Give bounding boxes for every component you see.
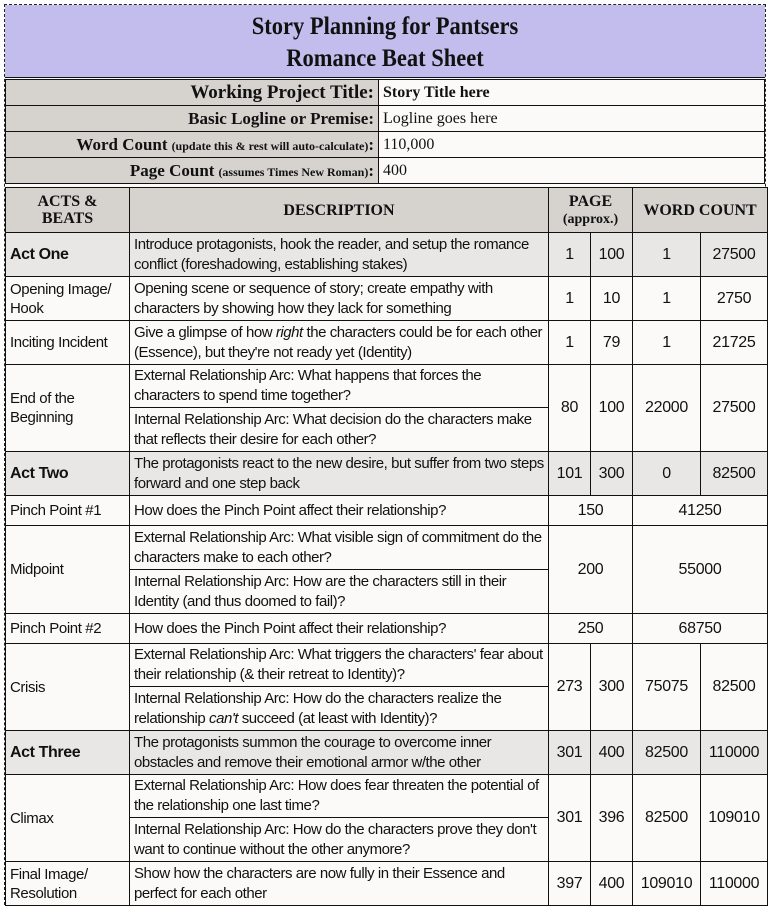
beat-name: Pinch Point #1 (6, 496, 130, 526)
desc-text: Internal Relationship Arc: How do the characters realize the relationship (134, 689, 502, 727)
page-start: 1 (549, 233, 591, 277)
desc-text: Give a glimpse of how (134, 323, 276, 341)
beat-description-internal[interactable]: Internal Relationship Arc: How do the characters prove they don't want to continue without the other anymore? (130, 818, 549, 862)
beat-description[interactable]: Introduce protagonists, hook the reader, and setup the romance conflict (foreshadowing, establishing stakes) (130, 233, 549, 277)
table-row-pinch-point-1 (6, 496, 768, 526)
beat-description-internal[interactable] (130, 687, 549, 731)
word-count-label: Word Count (76, 134, 168, 154)
header-page-line2: (approx.) (562, 211, 619, 227)
page-end: 100 (591, 233, 633, 277)
beat-description-external[interactable]: External Relationship Arc: What visible sign of commitment do the characters make to each other? (130, 526, 549, 570)
header-acts-line2: BEATS (41, 210, 94, 227)
header-row (6, 188, 768, 233)
word-count: 68750 (633, 614, 768, 644)
beat-name: Inciting Incident (6, 321, 130, 365)
desc-emphasis: can't (209, 709, 239, 727)
word-count-end: 82500 (701, 644, 768, 731)
word-count-end: 82500 (701, 452, 768, 496)
word-count: 55000 (633, 526, 768, 614)
desc-emphasis: right (275, 323, 303, 341)
header-description: DESCRIPTION (130, 188, 549, 233)
beat-description-internal[interactable]: Internal Relationship Arc: What decision do the characters make that reflects their desire for each other? (130, 408, 549, 452)
beat-name: Act One (6, 233, 130, 277)
beat-name: Act Three (6, 731, 130, 775)
table-row-final-image (6, 862, 768, 906)
word-count-start: 75075 (633, 644, 701, 731)
word-count-start: 1 (633, 277, 701, 321)
beat-description[interactable] (130, 321, 549, 365)
header-page (549, 188, 633, 233)
table-row-opening-image (6, 277, 768, 321)
beats-table (5, 187, 768, 906)
page-start: 273 (549, 644, 591, 731)
beat-description-external[interactable]: External Relationship Arc: How does fear threaten the potential of the relationship one last time? (130, 775, 549, 818)
page-count-note: (assumes Times New Roman) (218, 164, 369, 179)
logline-row (6, 106, 765, 132)
project-info-table (5, 79, 765, 184)
page-count-label: Page Count (129, 160, 215, 180)
title-line-2: Romance Beat Sheet (286, 45, 484, 72)
page-count-label-cell (6, 158, 379, 184)
word-count-colon: : (368, 134, 374, 154)
beat-description[interactable]: Show how the characters are now fully in their Essence and perfect for each other (130, 862, 549, 906)
desc-text: the characters could be for each other (Essence), but they're not ready yet (Identity) (134, 323, 543, 361)
logline-field[interactable]: Logline goes here (379, 106, 765, 132)
page-end: 400 (591, 862, 633, 906)
header-page-line1: PAGE (568, 192, 613, 210)
table-row-crisis (6, 644, 768, 687)
page-count-row (6, 158, 765, 184)
word-count-end: 110000 (701, 862, 768, 906)
beat-name: Midpoint (6, 526, 130, 614)
word-count-start: 0 (633, 452, 701, 496)
page-end: 396 (591, 775, 633, 862)
table-row-pinch-point-2 (6, 614, 768, 644)
word-count-note: (update this & rest will auto-calculate) (171, 138, 369, 153)
page-end: 300 (591, 644, 633, 731)
table-row-midpoint (6, 526, 768, 570)
table-row-climax (6, 775, 768, 818)
page-start: 80 (549, 365, 591, 452)
table-row-act-three (6, 731, 768, 775)
word-count-start: 82500 (633, 775, 701, 862)
beat-name: Act Two (6, 452, 130, 496)
page: 200 (549, 526, 633, 614)
beat-description-internal[interactable]: Internal Relationship Arc: How are the characters still in their Identity (and thus doomed to fail)? (130, 570, 549, 614)
page-start: 301 (549, 775, 591, 862)
word-count-end: 27500 (701, 233, 768, 277)
page: 150 (549, 496, 633, 526)
page-start: 101 (549, 452, 591, 496)
beat-description[interactable]: The protagonists react to the new desire, but suffer from two steps forward and one step back (130, 452, 549, 496)
page-start: 301 (549, 731, 591, 775)
beat-name: Opening Image/ Hook (6, 277, 130, 321)
beat-description[interactable]: Opening scene or sequence of story; create empathy with characters by showing how they lack for something (130, 277, 549, 321)
header-acts-line1: ACTS & (37, 193, 98, 210)
sheet-title (5, 5, 765, 78)
word-count-end: 27500 (701, 365, 768, 452)
page-end: 10 (591, 277, 633, 321)
word-count-start: 109010 (633, 862, 701, 906)
page-count-field[interactable]: 400 (379, 158, 765, 184)
word-count-end: 2750 (701, 277, 768, 321)
word-count: 41250 (633, 496, 768, 526)
beat-description[interactable]: The protagonists summon the courage to overcome inner obstacles and remove their emotional armor w/the other (130, 731, 549, 775)
beat-description-external[interactable]: External Relationship Arc: What happens that forces the characters to spend time together? (130, 365, 549, 408)
word-count-end: 21725 (701, 321, 768, 365)
page-start: 1 (549, 321, 591, 365)
page-end: 400 (591, 731, 633, 775)
word-count-start: 22000 (633, 365, 701, 452)
word-count-label-cell (6, 132, 379, 158)
beat-description-external[interactable]: External Relationship Arc: What triggers the characters' fear about their relationship (& their retreat to Identity)? (130, 644, 549, 687)
page-end: 300 (591, 452, 633, 496)
word-count-field[interactable]: 110,000 (379, 132, 765, 158)
beat-description[interactable]: How does the Pinch Point affect their relationship? (130, 496, 549, 526)
page-end: 79 (591, 321, 633, 365)
word-count-end: 109010 (701, 775, 768, 862)
table-row-act-one (6, 233, 768, 277)
desc-text: succeed (at least with Identity)? (238, 709, 437, 727)
beat-name: Pinch Point #2 (6, 614, 130, 644)
beat-description[interactable]: How does the Pinch Point affect their relationship? (130, 614, 549, 644)
page-start: 397 (549, 862, 591, 906)
header-word-count: WORD COUNT (633, 188, 768, 233)
project-title-row (6, 80, 765, 106)
beat-name: Crisis (6, 644, 130, 731)
beat-name: Climax (6, 775, 130, 862)
header-acts-beats (6, 188, 130, 233)
word-count-row (6, 132, 765, 158)
table-row-inciting-incident (6, 321, 768, 365)
word-count-start: 82500 (633, 731, 701, 775)
title-line-1: Story Planning for Pantsers (251, 13, 519, 40)
page-end: 100 (591, 365, 633, 452)
word-count-start: 1 (633, 233, 701, 277)
page: 250 (549, 614, 633, 644)
project-title-label: Working Project Title: (6, 80, 379, 106)
project-title-field[interactable]: Story Title here (379, 80, 765, 106)
beat-sheet (4, 4, 766, 905)
beat-name: End of the Beginning (6, 365, 130, 452)
table-row-act-two (6, 452, 768, 496)
beat-name: Final Image/ Resolution (6, 862, 130, 906)
word-count-end: 110000 (701, 731, 768, 775)
page-start: 1 (549, 277, 591, 321)
word-count-start: 1 (633, 321, 701, 365)
table-row-end-of-beginning (6, 365, 768, 408)
page-count-colon: : (368, 160, 374, 180)
logline-label: Basic Logline or Premise: (6, 106, 379, 132)
